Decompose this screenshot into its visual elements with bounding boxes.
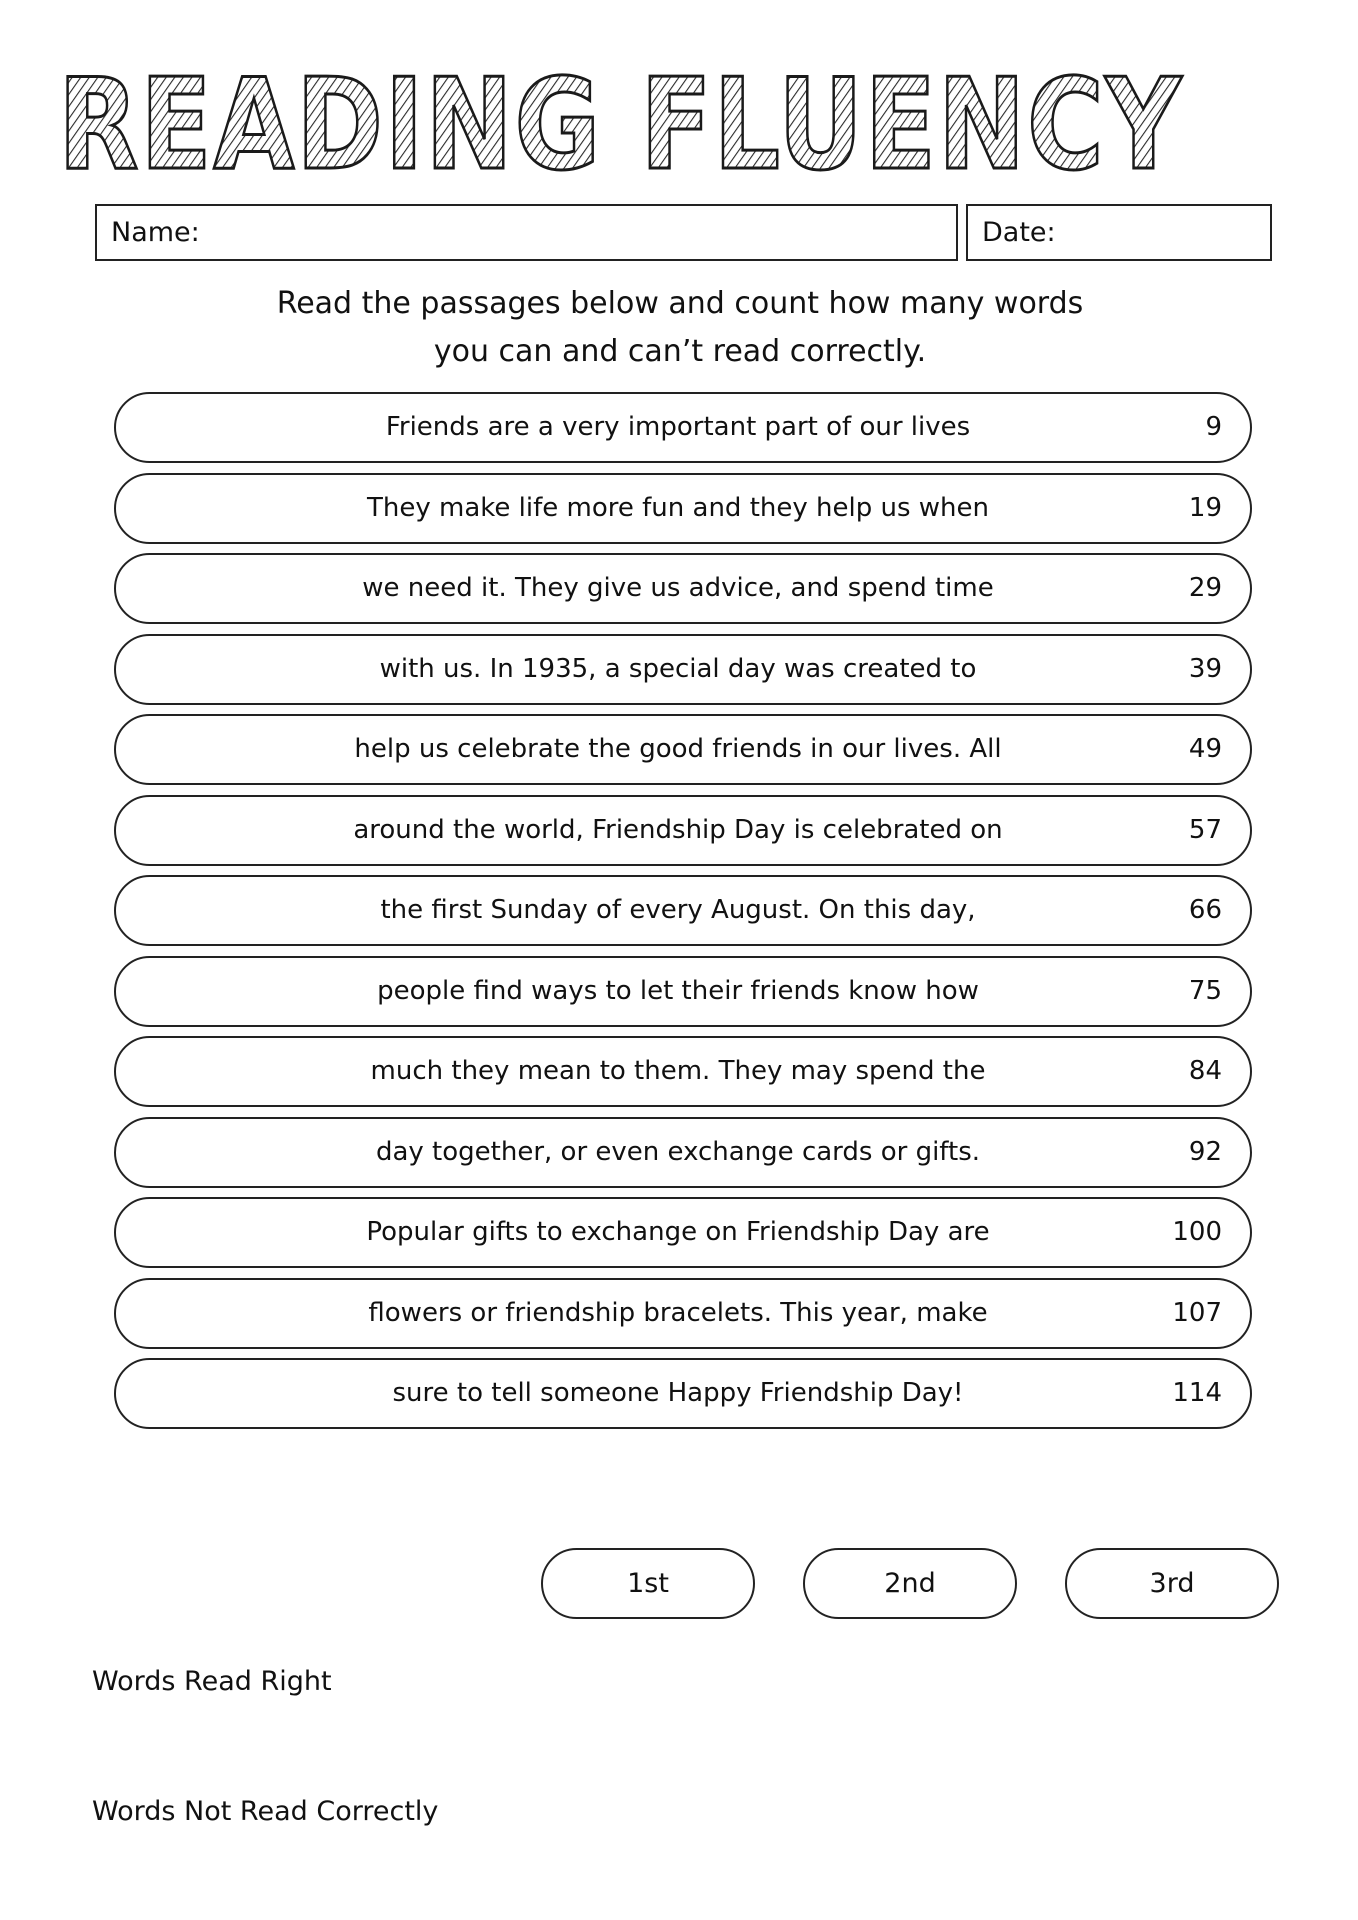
passage-row [114,714,1252,785]
attempt-1st-box[interactable]: 1st [541,1548,755,1619]
passage-text: They make life more fun and they help us when [367,492,989,523]
word-count: 66 [1188,895,1222,925]
instructions-line-1: Read the passages below and count how many words [276,286,1084,321]
instructions [180,280,1180,376]
passage-row [114,553,1252,624]
title-graphic [58,51,1188,198]
word-count: 39 [1188,653,1222,684]
passage-text: the first Sunday of every August. On this day, [380,895,976,925]
passage-row [114,634,1252,705]
words-read-right-label: Words Read Right [92,1666,332,1697]
passage-row [114,473,1252,544]
name-label: Name: [111,217,200,248]
passage-text: with us. In 1935, a special day was created to [379,653,977,684]
passage-text: people find ways to let their friends know how [377,975,979,1006]
instructions-line-2: you can and can’t read correctly. [433,334,927,369]
passage-list [114,392,1252,1439]
date-label: Date: [982,217,1056,248]
passage-text: much they mean to them. They may spend the [370,1056,986,1086]
passage-text: sure to tell someone Happy Friendship Day! [392,1378,964,1408]
passage-row [114,1117,1252,1188]
word-count: 84 [1188,1056,1222,1086]
word-count: 75 [1188,975,1222,1006]
title-text: READING FLUENCY [58,51,1183,198]
passage-row [114,875,1252,946]
passage-text: we need it. They give us advice, and spend time [362,573,994,603]
attempt-3rd-box[interactable]: 3rd [1065,1548,1279,1619]
word-count: 29 [1188,573,1222,603]
passage-row [114,1358,1252,1429]
words-not-read-correctly-label: Words Not Read Correctly [92,1796,439,1827]
passage-text: Popular gifts to exchange on Friendship Day are [366,1217,990,1247]
word-count: 92 [1188,1136,1222,1167]
word-count: 114 [1172,1378,1222,1408]
word-count: 49 [1188,734,1222,764]
passage-row [114,392,1252,463]
passage-text: Friends are a very important part of our lives [385,412,971,442]
passage-text: around the world, Friendship Day is celebrated on [353,814,1003,845]
word-count: 57 [1188,814,1222,845]
passage-row [114,1197,1252,1268]
passage-text: flowers or friendship bracelets. This year, make [368,1297,988,1328]
passage-text: day together, or even exchange cards or gifts. [375,1136,981,1167]
passage-row [114,1036,1252,1107]
word-count: 100 [1172,1217,1222,1247]
name-field[interactable] [95,204,958,261]
word-count: 9 [1205,412,1222,442]
worksheet-title [58,51,1188,198]
passage-text: help us celebrate the good friends in our lives. All [354,734,1002,764]
word-count: 19 [1188,492,1222,523]
passage-row [114,1278,1252,1349]
attempt-2nd-box[interactable]: 2nd [803,1548,1017,1619]
passage-row [114,795,1252,866]
date-field[interactable] [966,204,1272,261]
word-count: 107 [1172,1297,1222,1328]
passage-row [114,956,1252,1027]
